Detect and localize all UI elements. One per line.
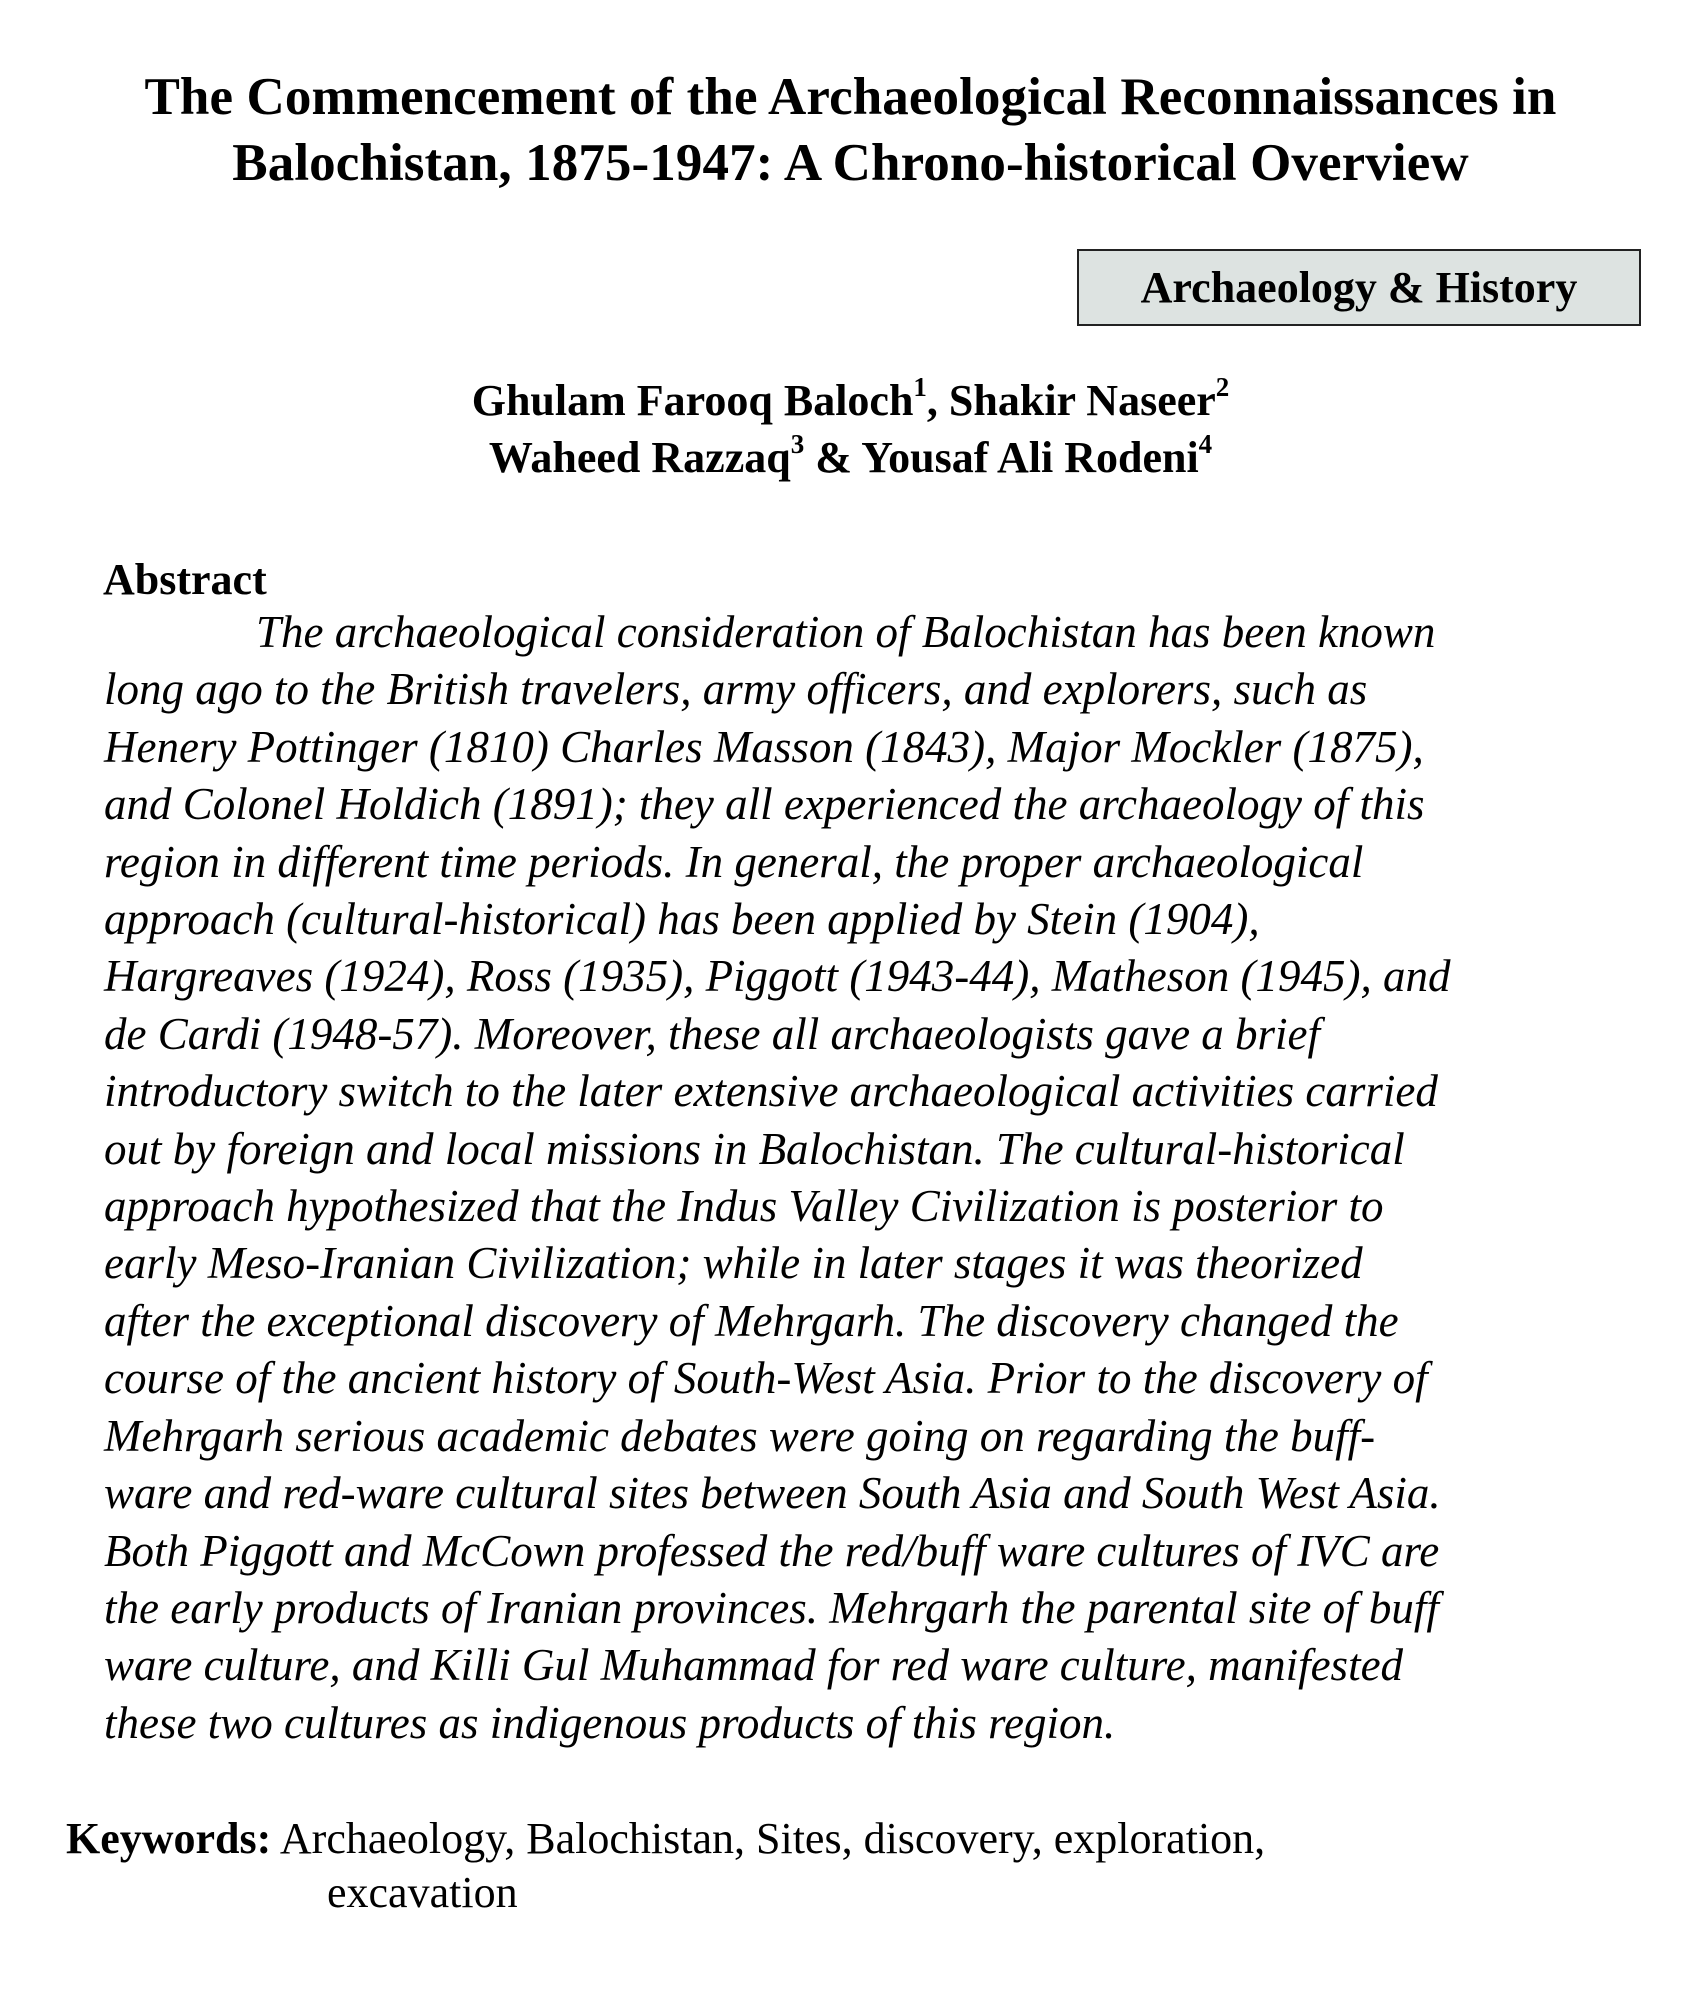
abstract-line: Henery Pottinger (1810) Charles Masson (1843), Major Mockler (1875),	[104, 721, 1424, 772]
keywords-list: Archaeology, Balochistan, Sites, discovery, exploration,	[279, 1814, 1266, 1863]
paper-title	[0, 64, 1701, 196]
author-line	[0, 429, 1701, 486]
category-label: Archaeology & History	[1140, 263, 1578, 312]
abstract-body	[104, 604, 1598, 1752]
abstract-line: approach hypothesized that the Indus Valley Civilization is posterior to	[104, 1181, 1384, 1232]
author-list	[0, 372, 1701, 486]
author-name: Ghulam Farooq Baloch	[471, 376, 914, 425]
author-affiliation: 4	[1198, 429, 1213, 460]
abstract-line: region in different time periods. In general, the proper archaeological	[104, 836, 1364, 887]
title-line: The Commencement of the Archaeological Reconnaissances in	[144, 68, 1557, 126]
abstract-line: ware and red-ware cultural sites between South Asia and South West Asia.	[104, 1468, 1441, 1519]
author-name: Shakir Naseer	[948, 376, 1216, 425]
abstract-line: approach (cultural-historical) has been applied by Stein (1904),	[104, 894, 1260, 945]
abstract-line: The archaeological consideration of Balochistan has been known	[256, 607, 1436, 657]
author-line	[0, 372, 1701, 429]
keywords-list-continued: excavation	[327, 1868, 518, 1917]
author-separator: ,	[926, 376, 938, 425]
title-line: Balochistan, 1875-1947: A Chrono-historical Overview	[232, 134, 1469, 192]
author-name: Yousaf Ali Rodeni	[861, 433, 1199, 482]
abstract-line: long ago to the British travelers, army officers, and explorers, such as	[104, 664, 1368, 715]
abstract-line: after the exceptional discovery of Mehrgarh. The discovery changed the	[104, 1295, 1399, 1346]
author-affiliation: 3	[790, 429, 805, 460]
abstract-line: Mehrgarh serious academic debates were going on regarding the buff-	[104, 1410, 1376, 1461]
abstract-line: the early products of Iranian provinces. Mehrgarh the parental site of buff	[104, 1582, 1439, 1633]
keywords-label: Keywords:	[66, 1814, 272, 1863]
abstract-line: and Colonel Holdich (1891); they all experienced the archaeology of this	[104, 779, 1425, 830]
author-separator: &	[815, 433, 852, 482]
keywords	[66, 1812, 1265, 1920]
abstract-line: introductory switch to the later extensive archaeological activities carried	[104, 1066, 1438, 1117]
abstract-line: de Cardi (1948-57). Moreover, these all archaeologists gave a brief	[104, 1008, 1321, 1059]
author-affiliation: 2	[1215, 372, 1230, 403]
abstract-line: out by foreign and local missions in Balochistan. The cultural-historical	[104, 1123, 1405, 1174]
abstract-heading: Abstract	[103, 555, 267, 604]
abstract-line: course of the ancient history of South-West Asia. Prior to the discovery of	[104, 1353, 1428, 1404]
author-name: Waheed Razzaq	[488, 433, 791, 482]
abstract-line: these two cultures as indigenous products of this region.	[104, 1697, 1116, 1748]
abstract-line: Both Piggott and McCown professed the red/buff ware cultures of IVC are	[104, 1525, 1440, 1576]
author-affiliation: 1	[913, 372, 927, 403]
abstract-line: early Meso-Iranian Civilization; while in later stages it was theorized	[104, 1238, 1363, 1289]
category-badge	[1077, 249, 1641, 326]
abstract-line: Hargreaves (1924), Ross (1935), Piggott (1943-44), Matheson (1945), and	[104, 951, 1451, 1002]
abstract-line: ware culture, and Killi Gul Muhammad for red ware culture, manifested	[104, 1640, 1404, 1691]
